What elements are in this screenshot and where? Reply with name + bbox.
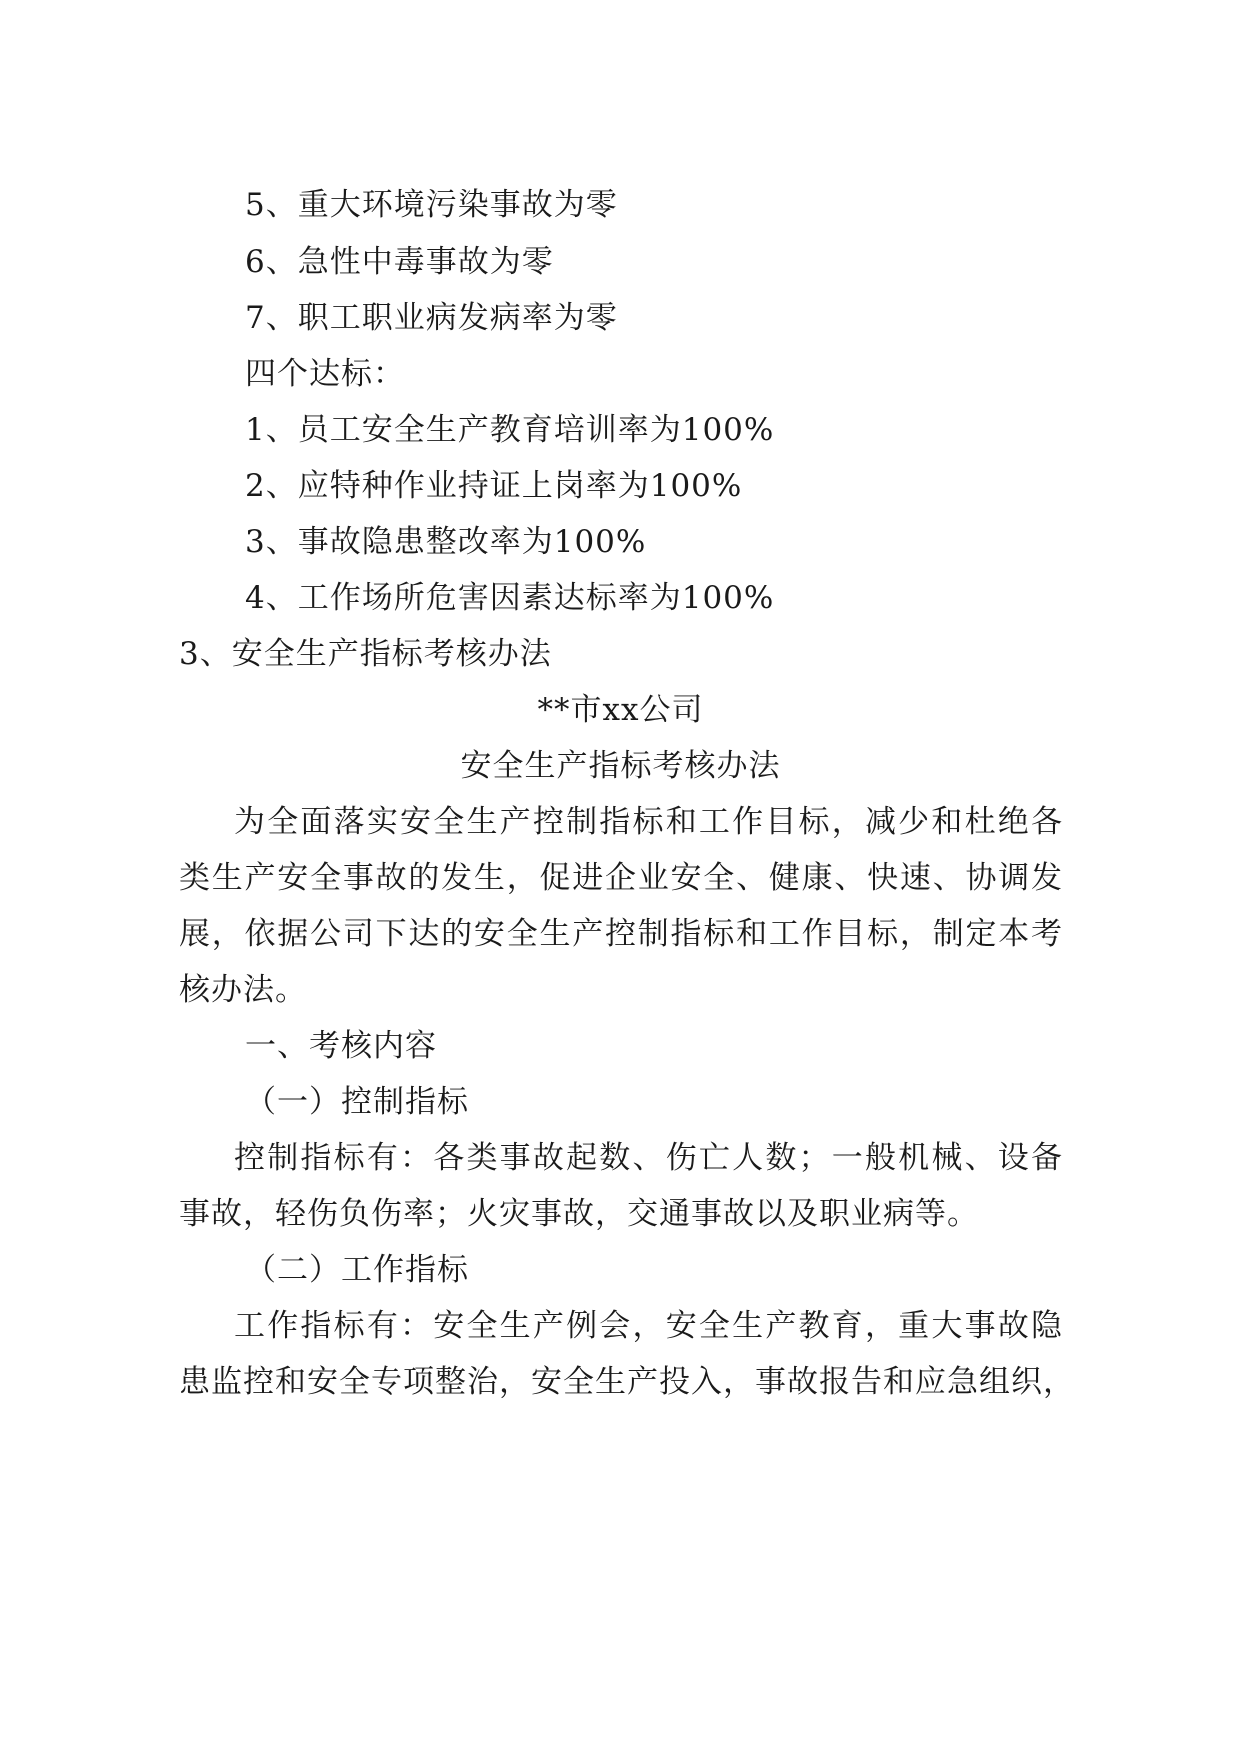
company-name: **市xx公司 [537, 692, 704, 728]
heading-assessment-content: 一、考核内容 [245, 1028, 437, 1064]
document-title: 安全生产指标考核办法 [460, 748, 781, 784]
four-standards-heading: 四个达标： [245, 356, 405, 392]
list-item-hazard-rectification: 3、事故隐患整改率为100% [245, 524, 647, 560]
intro-paragraph-line: 为全面落实安全生产控制指标和工作目标，减少和杜绝各 [234, 804, 1063, 840]
control-indicators-line: 控制指标有：各类事故起数、伤亡人数；一般机械、设备 [234, 1140, 1063, 1176]
list-item-training-rate: 1、员工安全生产教育培训率为100% [245, 412, 775, 448]
work-indicators-line: 患监控和安全专项整治，安全生产投入，事故报告和应急组织， [179, 1364, 1075, 1400]
intro-paragraph-line: 核办法。 [179, 972, 307, 1008]
control-indicators-line: 事故，轻伤负伤率；火灾事故，交通事故以及职业病等。 [179, 1196, 979, 1232]
list-item-workplace-hazard: 4、工作场所危害因素达标率为100% [245, 580, 775, 616]
subheading-control-indicators: （一）控制指标 [245, 1084, 469, 1120]
intro-paragraph-line: 类生产安全事故的发生，促进企业安全、健康、快速、协调发 [179, 860, 1063, 896]
subheading-work-indicators: （二）工作指标 [245, 1252, 469, 1288]
list-item-zero-disease: 7、职工职业病发病率为零 [245, 300, 618, 336]
list-item-zero-pollution: 5、重大环境污染事故为零 [245, 187, 618, 223]
section-heading-assessment: 3、安全生产指标考核办法 [179, 636, 552, 672]
intro-paragraph-line: 展，依据公司下达的安全生产控制指标和工作目标，制定本考 [179, 916, 1063, 952]
list-item-zero-poisoning: 6、急性中毒事故为零 [245, 244, 554, 280]
list-item-certification-rate: 2、应特种作业持证上岗率为100% [245, 468, 743, 504]
work-indicators-line: 工作指标有：安全生产例会，安全生产教育，重大事故隐 [234, 1308, 1063, 1344]
